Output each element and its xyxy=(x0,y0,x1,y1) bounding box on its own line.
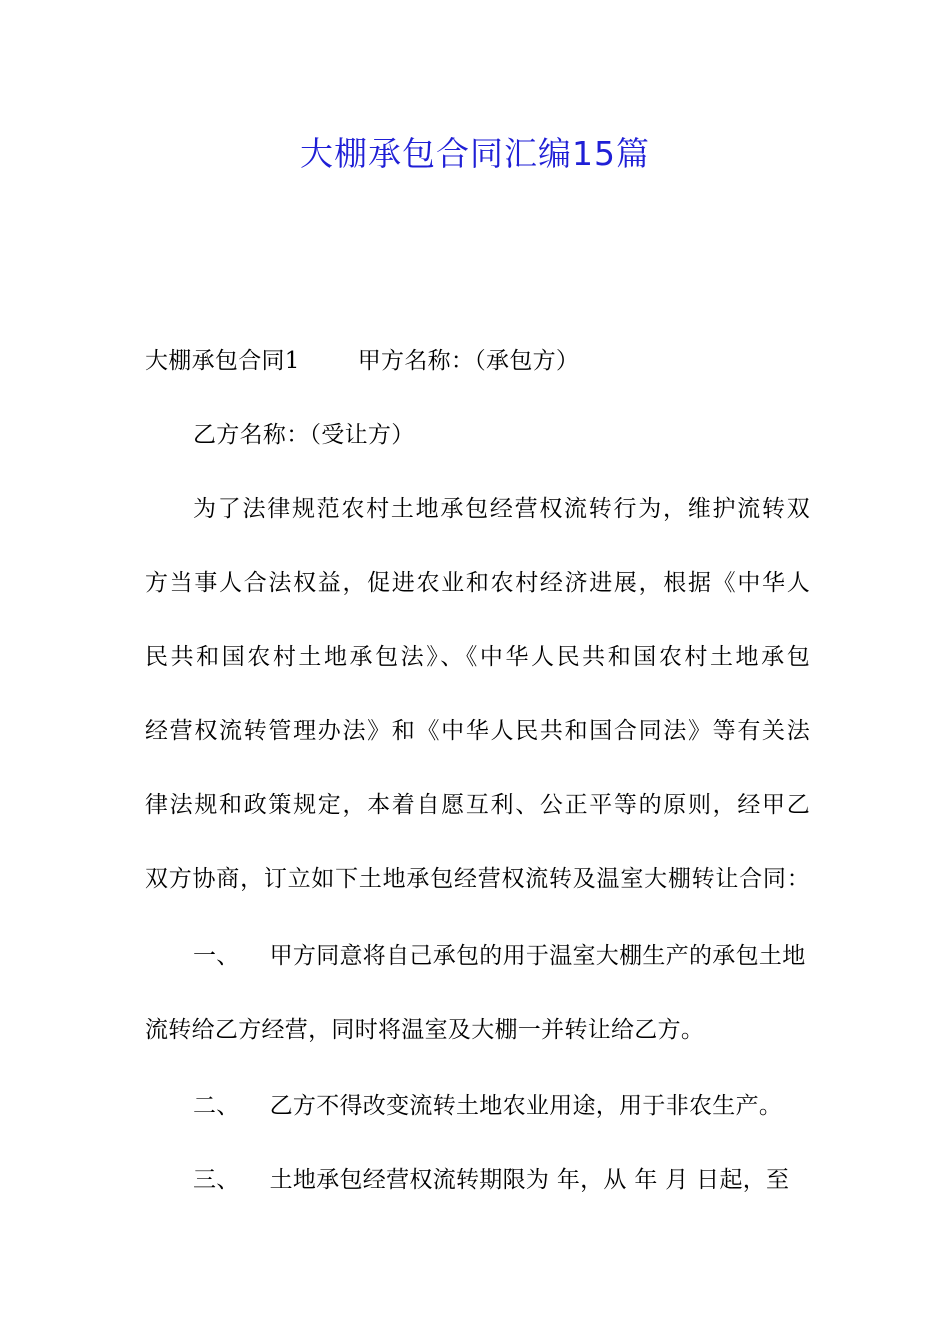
party-a-name: 甲方名称：（承包方） xyxy=(357,348,580,374)
paragraph-line: 为了法律规范农村土地承包经营权流转行为，维护流转双 xyxy=(193,496,810,522)
contract-heading-line xyxy=(145,346,810,376)
paragraph-line: 律法规和政策规定，本着自愿互利、公正平等的原则，经甲乙 xyxy=(145,792,810,818)
clause-2-number: 二、 xyxy=(193,1093,240,1119)
clause-1-text: 甲方同意将自己承包的用于温室大棚生产的承包土地 xyxy=(269,943,806,969)
clause-3-line xyxy=(193,1165,810,1195)
party-b-name: 乙方名称：（受让方） xyxy=(193,422,415,448)
paragraph-line: 双方协商，订立如下土地承包经营权流转及温室大棚转让合同： xyxy=(145,866,810,892)
clause-1-line xyxy=(193,941,810,971)
clause-2-text: 乙方不得改变流转土地农业用途，用于非农生产。 xyxy=(269,1093,783,1119)
clause-3-number: 三、 xyxy=(193,1167,240,1193)
clause-2-line xyxy=(193,1091,810,1121)
paragraph-line: 经营权流转管理办法》和《中华人民共和国合同法》等有关法 xyxy=(145,718,810,744)
clause-3-text: 土地承包经营权流转期限为 年，从 年 月 日起，至 xyxy=(269,1167,790,1193)
contract-heading: 大棚承包合同1 xyxy=(145,348,300,374)
clause-1-continuation: 流转给乙方经营，同时将温室及大棚一并转让给乙方。 xyxy=(145,1017,705,1043)
clause-1-number: 一、 xyxy=(193,943,240,969)
paragraph-line: 方当事人合法权益，促进农业和农村经济进展，根据《中华人 xyxy=(145,570,810,596)
document-title: 大棚承包合同汇编15篇 xyxy=(300,134,650,173)
paragraph-line: 民共和国农村土地承包法》、《中华人民共和国农村土地承包 xyxy=(145,644,810,670)
